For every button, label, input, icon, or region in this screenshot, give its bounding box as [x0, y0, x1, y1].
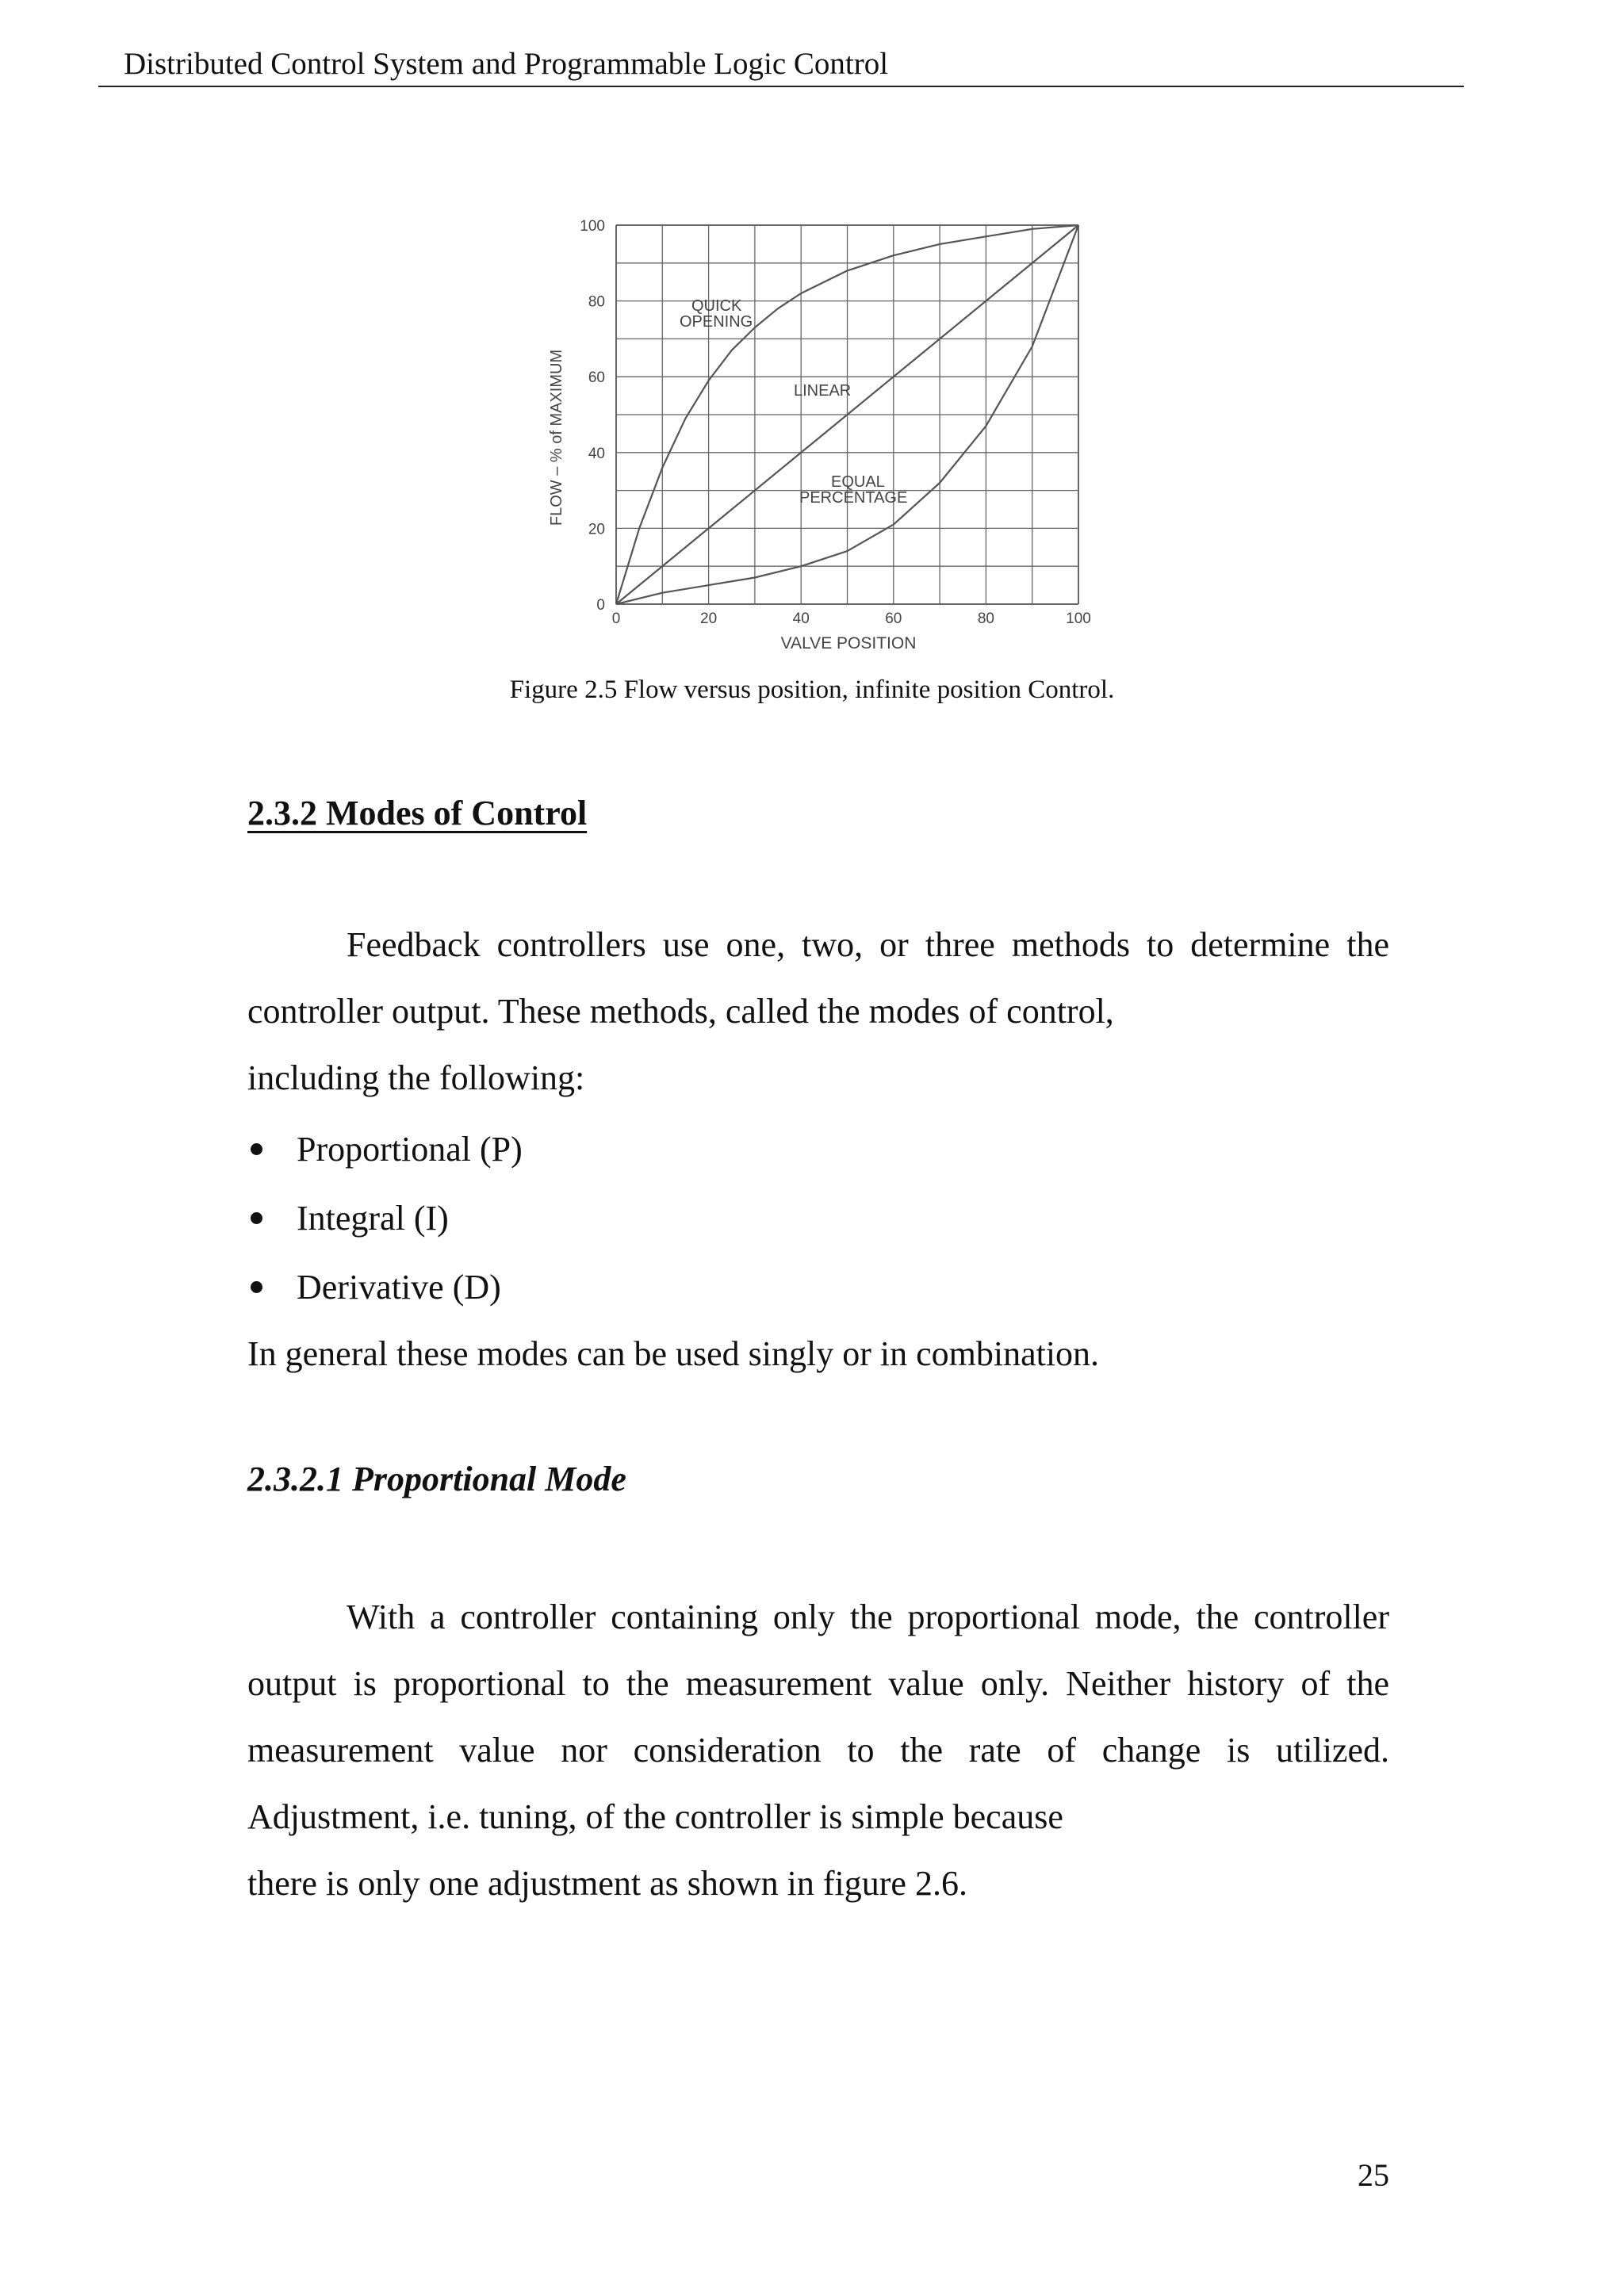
y-tick-label: 20 [588, 521, 605, 538]
y-tick-label: 100 [580, 218, 605, 235]
list-item [247, 1116, 523, 1185]
list-item-label: Integral (I) [297, 1199, 449, 1238]
x-axis-label: VALVE POSITION [780, 634, 917, 652]
running-header [98, 46, 1464, 87]
x-tick-label: 100 [1066, 610, 1091, 627]
bullet-icon [251, 1281, 262, 1293]
bullet-icon [251, 1212, 262, 1224]
x-tick-label: 0 [611, 610, 621, 627]
page-number: 25 [1358, 2157, 1389, 2193]
paragraph-line: the controller output. These methods, called the modes of control, [247, 925, 1389, 1031]
subsection-heading: 2.3.2.1 Proportional Mode [247, 1460, 626, 1498]
x-tick-label: 80 [977, 610, 994, 627]
flow-chart-figure [523, 208, 1126, 660]
annotation-linear: LINEAR [794, 382, 852, 400]
paragraph-line: history of the measurement value nor consideration to the rate of change [247, 1664, 1390, 1770]
general-sentence: In general these modes can be used singly or in combination. [247, 1334, 1100, 1373]
annotation-equal-2: PERCENTAGE [799, 489, 908, 507]
annotation-quick-1: QUICK [691, 297, 742, 315]
figure-caption: Figure 2.5 Flow versus position, infinite position Control. [509, 675, 1115, 704]
y-tick-label: 0 [596, 597, 605, 614]
x-tick-label: 20 [700, 610, 718, 627]
bullet-icon [251, 1143, 262, 1155]
paragraph-modes [247, 912, 1389, 1045]
section-heading: 2.3.2 Modes of Control [247, 794, 588, 832]
list-item-label: Proportional (P) [297, 1130, 523, 1169]
paragraph-line: there is only one adjustment as shown in figure 2.6. [247, 1864, 967, 1903]
annotation-equal-1: EQUAL [831, 473, 885, 491]
flow-chart [523, 208, 1126, 660]
paragraph-line: With a controller containing only the proportional mode, the [347, 1598, 1239, 1636]
paragraph-line: including the following: [247, 1058, 585, 1097]
paragraph-line: is utilized. Adjustment, i.e. tuning, of the controller is simple because [247, 1731, 1389, 1836]
x-tick-label: 40 [792, 610, 810, 627]
list-item [247, 1254, 523, 1323]
list-item [247, 1185, 523, 1254]
y-tick-label: 80 [588, 293, 605, 311]
modes-list [247, 1116, 523, 1323]
list-item-label: Derivative (D) [297, 1268, 501, 1307]
running-header-text: Distributed Control System and Programmable Logic Control [124, 47, 889, 81]
y-axis-label: FLOW – % of MAXIMUM [548, 349, 565, 526]
paragraph-line: Feedback controllers use one, two, or three methods to determine [347, 925, 1331, 964]
paragraph-line: controller output is proportional to the measurement value only. Neither [247, 1598, 1389, 1703]
y-tick-label: 40 [588, 445, 605, 462]
paragraph-proportional [247, 1584, 1389, 1850]
x-tick-label: 60 [885, 610, 902, 627]
annotation-quick-2: OPENING [680, 313, 753, 331]
y-tick-label: 60 [588, 369, 605, 387]
